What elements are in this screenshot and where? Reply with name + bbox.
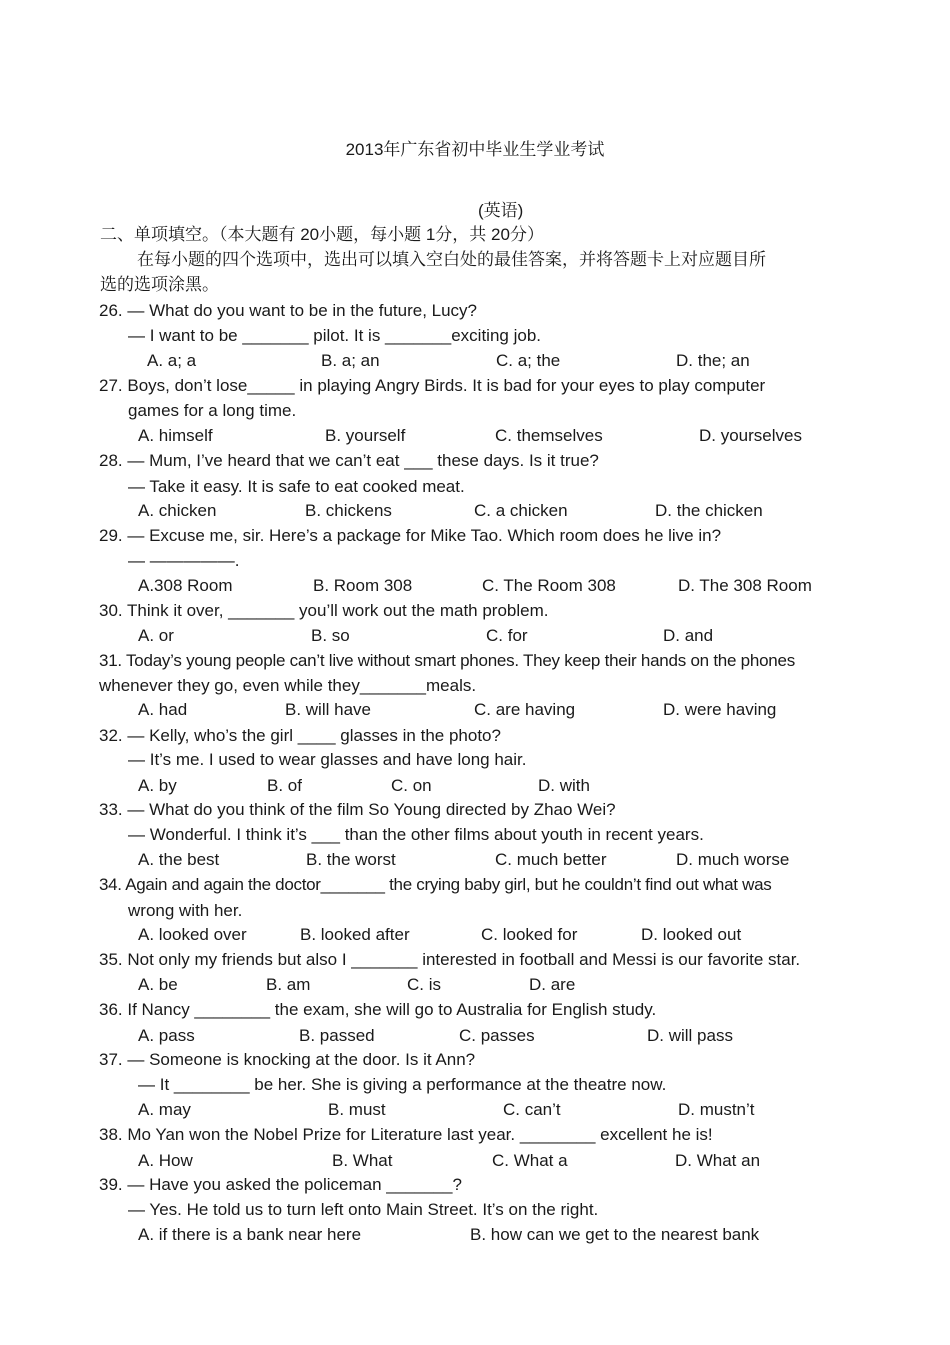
option-c: C. can’t [503, 1100, 561, 1119]
instruction-line-1: 在每小题的四个选项中，选出可以填入空白处的最佳答案，并将答题卡上对应题目所 [137, 250, 766, 269]
option-a: A. be [138, 975, 178, 994]
question-stem: 27. Boys, don’t lose_____ in playing Angry Birds. It is bad for your eyes to play computer [99, 376, 766, 395]
option-c: C. on [391, 776, 432, 795]
option-a: A. himself [138, 426, 213, 445]
option-d: D. the; an [676, 351, 750, 370]
option-d: D. were having [663, 700, 777, 719]
question-stem: 32. — Kelly, who’s the girl ____ glasses in the photo? [99, 726, 501, 745]
question-stem: — —————. [128, 551, 240, 570]
option-a: A. by [138, 776, 177, 795]
option-c: C. looked for [481, 925, 578, 944]
option-d: D. and [663, 626, 714, 645]
option-d: D. much worse [676, 850, 790, 869]
question-stem: games for a long time. [128, 401, 297, 420]
option-b: B. chickens [305, 501, 392, 520]
option-a: A. chicken [138, 501, 217, 520]
question-stem: — Yes. He told us to turn left onto Main Street. It’s on the right. [128, 1200, 599, 1219]
question-stem: whenever they go, even while they_______meals. [99, 676, 477, 695]
question-stem: 34. Again and again the doctor_______ the crying baby girl, but he couldn’t find out what was [99, 875, 772, 894]
option-d: D. What an [675, 1151, 761, 1170]
option-d: D. looked out [641, 925, 742, 944]
question-stem: 36. If Nancy ________ the exam, she will go to Australia for English study. [99, 1000, 657, 1019]
option-a: A. a; a [147, 351, 197, 370]
option-d: D. are [529, 975, 576, 994]
question-stem: — It ________ be her. She is giving a performance at the theatre now. [138, 1075, 667, 1094]
option-a: A. How [138, 1151, 193, 1170]
question-stem: 37. — Someone is knocking at the door. Is it Ann? [99, 1050, 476, 1069]
option-c: C. a; the [496, 351, 561, 370]
option-d: D. with [538, 776, 590, 795]
question-stem: 30. Think it over, _______ you’ll work out the math problem. [99, 601, 549, 620]
option-c: C. passes [459, 1026, 535, 1045]
option-c: C. is [407, 975, 441, 994]
option-c: C. for [486, 626, 528, 645]
option-a: A. or [138, 626, 174, 645]
question-stem: 33. — What do you think of the film So Young directed by Zhao Wei? [99, 800, 616, 819]
option-b: B. What [332, 1151, 393, 1170]
option-b: B. of [267, 776, 302, 795]
question-stem: 35. Not only my friends but also I _______ interested in football and Messi is our favorite star. [99, 950, 801, 969]
option-b: B. must [328, 1100, 386, 1119]
option-d: D. yourselves [699, 426, 802, 445]
option-a: A. may [138, 1100, 191, 1119]
option-c: C. What a [492, 1151, 568, 1170]
question-stem: — Take it easy. It is safe to eat cooked meat. [128, 477, 465, 496]
question-stem: 26. — What do you want to be in the future, Lucy? [99, 301, 478, 320]
question-stem: 39. — Have you asked the policeman _______? [99, 1175, 462, 1194]
option-b: B. passed [299, 1026, 375, 1045]
question-stem: 29. — Excuse me, sir. Here’s a package for Mike Tao. Which room does he live in? [99, 526, 722, 545]
option-b: B. the worst [306, 850, 396, 869]
option-a: A. had [138, 700, 188, 719]
question-stem: wrong with her. [128, 901, 243, 920]
option-d: D. mustn’t [678, 1100, 755, 1119]
question-stem: 28. — Mum, I’ve heard that we can’t eat ___ these days. Is it true? [99, 451, 599, 470]
question-stem: 38. Mo Yan won the Nobel Prize for Literature last year. ________ excellent he is! [99, 1125, 713, 1144]
option-a: A. looked over [138, 925, 247, 944]
section-header: 二、单项填空。（本大题有 20小题，每小题 1分，共 20分） [100, 225, 544, 244]
option-c: C. are having [474, 700, 576, 719]
option-b: B. yourself [325, 426, 406, 445]
option-c: C. much better [495, 850, 607, 869]
option-b: B. will have [285, 700, 371, 719]
question-stem: 31. Today’s young people can’t live without smart phones. They keep their hands on the phones [99, 651, 795, 670]
instruction-line-2: 选的选项涂黑。 [100, 275, 219, 294]
option-a: A. if there is a bank near here [138, 1225, 362, 1244]
option-b: B. a; an [321, 351, 380, 370]
option-b: B. how can we get to the nearest bank [470, 1225, 760, 1244]
option-c: C. a chicken [474, 501, 568, 520]
option-c: C. themselves [495, 426, 603, 445]
question-stem: — It’s me. I used to wear glasses and have long hair. [128, 750, 527, 769]
option-c: C. The Room 308 [482, 576, 616, 595]
exam-title: 2013年广东省初中毕业生学业考试 [345, 140, 605, 159]
option-b: B. Room 308 [313, 576, 413, 595]
option-d: D. will pass [647, 1026, 733, 1045]
option-d: D. the chicken [655, 501, 763, 520]
subject-label: (英语) [478, 201, 524, 220]
option-a: A.308 Room [138, 576, 233, 595]
option-a: A. pass [138, 1026, 195, 1045]
question-stem: — I want to be _______ pilot. It is _______exciting job. [128, 326, 541, 345]
option-b: B. looked after [300, 925, 410, 944]
option-b: B. so [311, 626, 350, 645]
option-a: A. the best [138, 850, 220, 869]
option-d: D. The 308 Room [678, 576, 812, 595]
question-stem: — Wonderful. I think it’s ___ than the other films about youth in recent years. [128, 825, 704, 844]
option-b: B. am [266, 975, 311, 994]
